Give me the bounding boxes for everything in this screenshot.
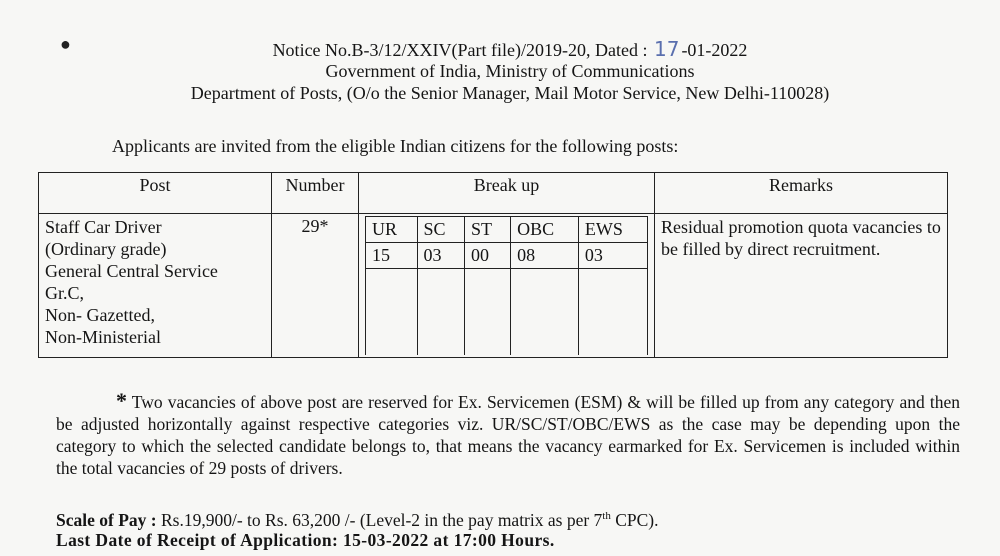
- pay-label: Scale of Pay :: [56, 510, 157, 530]
- post-line: Staff Car Driver: [45, 217, 162, 237]
- post-line: Gr.C,: [45, 283, 85, 303]
- post-line: General Central Service: [45, 261, 218, 281]
- posts-table: [38, 172, 948, 358]
- header-breakup: Break up: [359, 173, 655, 214]
- scan-mark: ●: [60, 34, 71, 54]
- post-line: Non-Ministerial: [45, 327, 161, 347]
- notice-prefix: Notice No.B-3/12/XXIV(Part file)/2019-20, Dated :: [272, 40, 648, 60]
- header-remarks: Remarks: [655, 173, 948, 214]
- last-date: Last Date of Receipt of Application: 15-03-2022 at 17:00 Hours.: [56, 530, 555, 550]
- table-header-row: [39, 173, 948, 214]
- pay-value: Rs.19,900/- to Rs. 63,200 /- (Level-2 in the pay matrix as per 7: [156, 510, 603, 530]
- breakup-col-obc: OBC: [511, 217, 579, 243]
- pay-sup: th: [602, 510, 611, 523]
- intro-text: Applicants are invited from the eligible Indian citizens for the following posts:: [112, 136, 679, 156]
- table-row: [39, 214, 948, 358]
- post-line: (Ordinary grade): [45, 239, 167, 259]
- breakup-val-ur: 15: [366, 243, 418, 269]
- breakup-val-ews: 03: [578, 243, 647, 269]
- breakup-cell: [359, 214, 655, 358]
- post-line: Non- Gazetted,: [45, 305, 155, 325]
- scale-of-pay: [56, 510, 659, 531]
- breakup-table: [365, 216, 648, 355]
- breakup-val-sc: 03: [417, 243, 464, 269]
- number-cell: 29*: [272, 214, 359, 358]
- header-number: Number: [272, 173, 359, 214]
- handwritten-date-day: 17: [653, 37, 680, 61]
- breakup-val-obc: 08: [511, 243, 579, 269]
- remarks-cell: Residual promotion quota vacancies to be filled by direct recruitment.: [655, 214, 948, 358]
- breakup-col-ur: UR: [366, 217, 418, 243]
- footnote: [56, 390, 960, 479]
- department-line: Department of Posts, (O/o the Senior Manager, Mail Motor Service, New Delhi-110028): [190, 83, 830, 103]
- post-cell: [39, 214, 272, 358]
- breakup-col-st: ST: [464, 217, 510, 243]
- breakup-col-ews: EWS: [578, 217, 647, 243]
- footnote-text: Two vacancies of above post are reserved for Ex. Servicemen (ESM) & will be filled up from any category and then be adjusted horizontally against respective categories viz. UR/SC/ST/OBC/EWS as the case may be depending upon the category to which the selected candidate belongs to, that means the vacancy earmarked for Ex. Servicemen is included within the total vacancies of 29 posts of drivers.: [56, 392, 961, 478]
- breakup-val-st: 00: [464, 243, 510, 269]
- notice-date-rest: -01-2022: [681, 40, 748, 60]
- pay-suffix: CPC).: [610, 510, 659, 530]
- breakup-col-sc: SC: [417, 217, 464, 243]
- notice-number: [120, 38, 900, 61]
- header-post: Post: [39, 173, 272, 214]
- ministry-line: Government of India, Ministry of Communications: [325, 61, 695, 81]
- footnote-star: *: [116, 388, 127, 413]
